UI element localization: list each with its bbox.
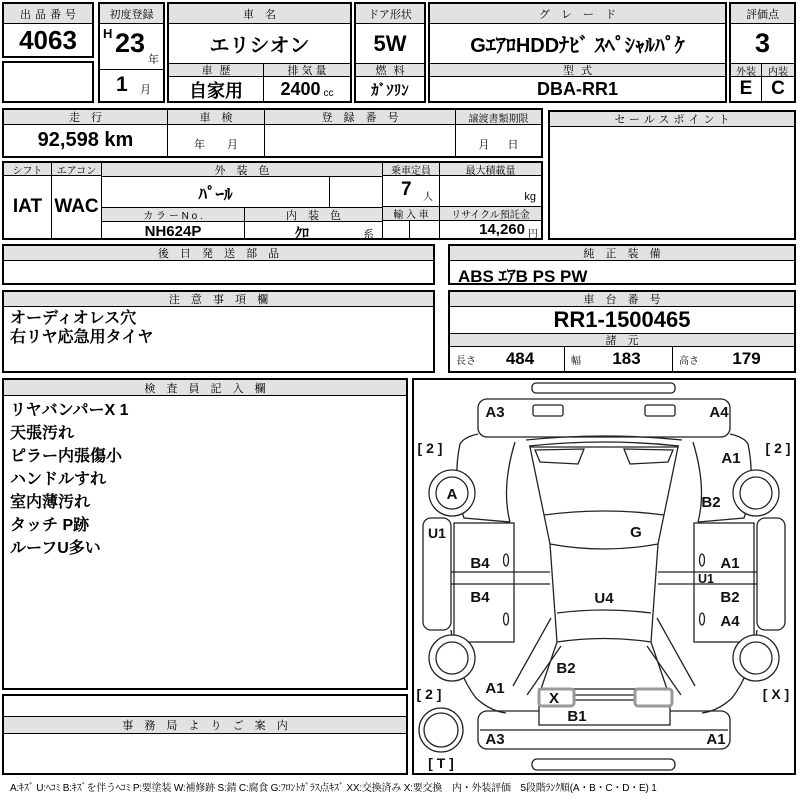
month-unit: 月 <box>140 84 151 96</box>
shaken-value <box>168 125 264 156</box>
mileage-value: 92,598 km <box>37 129 134 151</box>
inspector-note-line: ハンドルすれ <box>10 471 107 488</box>
rear-license-strip <box>532 759 675 770</box>
recycle-header: リサイクル預託金 <box>440 207 541 220</box>
interior-grade: C <box>771 77 785 99</box>
office-notice-header: 事 務 局 よ り ご 案 内 <box>4 716 406 734</box>
marker-spare-tire: [ T ] <box>428 755 454 771</box>
cowl-arc-2 <box>529 442 679 446</box>
car-name-value: エリシオン <box>209 35 310 57</box>
sales-point-box <box>548 110 796 240</box>
first-registration-month: 1 <box>116 73 128 96</box>
model-code-value: DBA-RR1 <box>537 79 618 99</box>
wiper-right <box>624 449 673 464</box>
shaken-header: 車 検 <box>168 110 264 125</box>
recycle-cell <box>440 220 541 238</box>
front-bumper-detail-right <box>645 405 675 416</box>
score-box <box>729 2 796 103</box>
interior-color-suffix: 系 <box>363 229 374 241</box>
color-region <box>102 163 382 241</box>
displacement-unit: cc <box>323 88 334 99</box>
max-load-col <box>439 163 541 238</box>
history-value: 自家用 <box>189 80 243 101</box>
damage-label-right-front-door: A1 <box>720 555 740 572</box>
shaken-col <box>168 110 265 156</box>
inspector-notes-box <box>2 378 408 690</box>
lot-number-header: 出品番号 <box>4 4 92 24</box>
chassis-header: 車 台 番 号 <box>450 292 794 307</box>
capacity-header: 乗車定員 <box>383 163 439 176</box>
colorno-intcolor-values <box>102 221 382 240</box>
front-bumper-detail-left <box>533 405 563 416</box>
registration-number-col <box>265 110 456 156</box>
a-pillar-left <box>506 442 515 522</box>
marker-front-right-corner: [ 2 ] <box>765 440 791 456</box>
history-header: 車 歴 <box>169 63 263 77</box>
model-code-header: 型 式 <box>430 63 725 77</box>
damage-label-right-fender: A1 <box>721 450 741 467</box>
exterior-col <box>731 63 762 101</box>
displacement-value <box>264 77 350 102</box>
height-cell <box>673 347 794 371</box>
damage-label-left-quarter: A1 <box>485 680 505 697</box>
damage-label-right-belt: U1 <box>698 572 714 586</box>
marker-rear-right-corner: [ X ] <box>762 686 790 702</box>
first-registration-year: 23 <box>115 28 146 58</box>
transfer-docs-value <box>456 125 541 156</box>
rear-left-wheel-inner <box>436 642 468 674</box>
inspector-note-line: リヤバンパーX 1 <box>10 402 129 419</box>
shift-header: シフト <box>4 163 51 176</box>
recycle-value: 14,260 <box>479 221 525 238</box>
factory-equipment-box <box>448 244 796 285</box>
score-header: 評価点 <box>731 4 794 24</box>
max-load-cell <box>440 176 541 207</box>
registration-number-value <box>265 125 455 156</box>
damage-label-right-quarter: A4 <box>720 613 740 630</box>
history-col <box>169 63 264 103</box>
damage-diagram-box <box>412 378 796 775</box>
damage-label-windshield: G <box>630 524 642 541</box>
damage-label-roof: U4 <box>594 590 614 607</box>
aircon-value: WAC <box>54 196 99 217</box>
docs-month-label: 月 <box>478 139 490 151</box>
caution-notes-header: 注 意 事 項 欄 <box>4 292 433 307</box>
shift-col <box>4 163 52 238</box>
interior-col <box>762 63 794 101</box>
aircon-col <box>52 163 102 238</box>
rear-right-wheel-inner <box>740 642 772 674</box>
color-no-value: NH624P <box>102 222 245 240</box>
mileage-row-box <box>2 108 543 158</box>
car-name-box <box>167 2 352 103</box>
damage-label-left-rocker: U1 <box>428 525 446 541</box>
inspector-note-line: タッチ P跡 <box>10 517 90 534</box>
damage-label-right-rear-door: B2 <box>720 589 740 606</box>
exterior-color-row <box>102 176 382 208</box>
mileage-header: 走 行 <box>4 110 167 125</box>
door-shape-header: ドア形状 <box>356 4 424 24</box>
color-no-header: カ ラ ー N o . <box>102 208 245 221</box>
mileage-col <box>4 110 168 156</box>
inspector-note-line: ピラー内張傷小 <box>10 448 123 465</box>
damage-label-left-rear-door: B4 <box>470 589 490 606</box>
interior-color-cell <box>245 222 382 240</box>
car-name-header: 車 名 <box>169 4 350 24</box>
damage-code-legend: A:ｷｽﾞ U:ﾍｺﾐ B:ｷｽﾞを伴うﾍｺﾐ P:要塗装 W:補修跡 S:錆 C:腐食 G:ﾌﾛﾝﾄｶﾞﾗｽ点ｷｽﾞ XX:交換済み X:要交換 内・外装評価 5段階ﾗﾝｸ順(A・B・C・D・E) 1 <box>10 783 657 794</box>
caution-notes-content <box>4 307 433 347</box>
lot-number-empty-cell <box>2 61 94 103</box>
exterior-color-value: ﾊﾟｰﾙ <box>102 177 330 207</box>
front-license-strip <box>532 383 675 393</box>
transfer-docs-header: 譲渡書類期限 <box>456 110 541 125</box>
grade-header: グ レ ー ド <box>430 4 725 24</box>
exterior-color-header: 外 装 色 <box>102 163 382 176</box>
lot-number-value: 4063 <box>19 24 77 55</box>
roof-edge-right <box>651 544 658 642</box>
factory-equipment-value: ABS ｴｱB PS PW <box>458 267 588 286</box>
windshield-bottom-arc <box>544 511 664 515</box>
interior-color-value: ｸﾛ <box>295 225 309 241</box>
displacement-col <box>264 63 350 103</box>
fuel-header: 燃 料 <box>356 63 424 77</box>
inspector-notes-header: 検 査 員 記 入 欄 <box>4 380 406 396</box>
interior-color-header: 内 装 色 <box>245 208 382 221</box>
color-spec-box <box>2 161 543 240</box>
tail-light-right <box>635 689 672 706</box>
import-cell-left <box>383 221 410 238</box>
front-bumper <box>478 399 730 437</box>
exterior-grade: E <box>739 77 753 99</box>
damage-label-rear-gate: B1 <box>567 708 587 725</box>
inspector-note-line: ルーフU多い <box>10 540 101 557</box>
damage-label-rear-bumper-left: A3 <box>485 731 505 748</box>
width-cell <box>565 347 673 371</box>
score-value: 3 <box>754 28 771 58</box>
door-shape-value: 5W <box>373 30 407 56</box>
dimensions-row <box>450 347 794 371</box>
length-label: 長さ <box>456 355 476 367</box>
registration-number-header: 登 録 番 号 <box>265 110 455 125</box>
spec-header: 諸 元 <box>450 333 794 347</box>
era-letter: H <box>103 26 113 41</box>
width-label: 幅 <box>571 355 581 367</box>
first-registration-month-cell <box>100 70 163 101</box>
height-value: 179 <box>732 349 761 368</box>
rear-window-side-left <box>541 642 557 689</box>
car-body-outline <box>423 383 785 770</box>
capacity-value: 7 <box>401 179 412 200</box>
a-pillar-right <box>693 442 702 522</box>
lot-number-box <box>2 2 94 58</box>
displacement-number: 2400 <box>280 79 321 99</box>
inspector-notes-content <box>4 396 406 560</box>
capacity-value-cell <box>383 176 439 207</box>
import-cells <box>383 220 439 238</box>
height-label: 高さ <box>679 355 699 367</box>
front-right-wheel-inner <box>740 477 772 509</box>
year-unit: 年 <box>148 54 159 66</box>
chassis-box <box>448 290 796 373</box>
first-registration-year-cell <box>100 24 163 70</box>
grade-box <box>428 2 727 103</box>
grade-value: GｴｱﾛHDDﾅﾋﾞ ｽﾍﾟｼｬﾙﾊﾟｹ <box>470 35 685 57</box>
damage-label-front-left-wheel: A <box>446 486 458 503</box>
interior-header: 内装 <box>762 63 794 77</box>
ext-int-grades <box>731 63 794 101</box>
first-registration-header: 初度登録 <box>100 4 163 24</box>
damage-label-left-front-door: B4 <box>470 555 490 572</box>
damage-label-rear-glass: B2 <box>556 660 576 677</box>
shaken-year-label: 年 <box>194 139 205 151</box>
import-cell-right <box>410 221 439 238</box>
factory-equipment-header: 純 正 装 備 <box>450 246 794 261</box>
history-displacement-row <box>169 63 350 103</box>
damage-label-rear-bumper-right: A1 <box>706 731 726 748</box>
length-cell <box>450 347 565 371</box>
marker-front-left-corner: [ 2 ] <box>417 440 443 456</box>
rear-window-side-right <box>651 642 667 689</box>
marker-rear-left-corner: [ 2 ] <box>416 686 442 702</box>
chassis-value: RR1-1500465 <box>553 307 691 332</box>
import-header: 輸 入 車 <box>383 207 439 220</box>
caution-note-line: 右リヤ応急用タイヤ <box>10 329 154 346</box>
recycle-unit: 円 <box>528 229 538 240</box>
roof-rear-arc <box>557 610 651 613</box>
first-registration-box <box>98 2 165 103</box>
later-shipped-parts-header: 後 日 発 送 部 品 <box>4 246 433 261</box>
door-handle <box>504 613 509 625</box>
damage-label-tail-light-left: X <box>548 690 560 707</box>
shaken-month-label: 月 <box>227 139 238 151</box>
damage-label-front-bumper-right: A4 <box>709 404 729 421</box>
capacity-col <box>382 163 439 238</box>
aircon-header: エアコン <box>52 163 101 176</box>
capacity-unit: 人 <box>423 192 433 203</box>
belt-line-left <box>451 572 550 584</box>
door-handle <box>504 554 509 566</box>
office-notice-box <box>2 694 408 775</box>
inspector-note-line: 天張汚れ <box>10 425 75 442</box>
rear-window-top-arc <box>557 639 651 643</box>
inspector-note-line: 室内薄汚れ <box>10 494 91 511</box>
docs-day-label: 日 <box>507 139 519 151</box>
sales-point-header: セールスポイント <box>550 112 794 127</box>
transfer-docs-col <box>456 110 541 156</box>
displacement-header: 排 気 量 <box>264 63 350 77</box>
car-damage-diagram <box>414 380 794 773</box>
spare-tire-inner <box>424 713 458 747</box>
door-shape-box <box>354 2 426 103</box>
damage-label-right-fender-lower: B2 <box>701 494 721 511</box>
max-load-header: 最大積載量 <box>440 163 541 176</box>
length-value: 484 <box>505 349 535 368</box>
width-value: 183 <box>612 349 641 368</box>
door-handle <box>700 554 705 566</box>
colorno-intcolor-headers <box>102 208 382 221</box>
rocker-panel-right <box>757 518 785 630</box>
wiper-left <box>535 449 584 464</box>
shift-value: IAT <box>12 196 43 217</box>
later-shipped-parts-box <box>2 244 435 285</box>
caution-notes-box <box>2 290 435 373</box>
exterior-color-empty-cell <box>330 177 382 207</box>
roof-edge-left <box>550 544 557 642</box>
fuel-value: ｶﾞｿﾘﾝ <box>371 82 409 99</box>
damage-label-front-bumper-left: A3 <box>485 404 505 421</box>
office-notice-top-strip <box>4 696 406 716</box>
exterior-header: 外装 <box>731 63 761 77</box>
max-load-unit: kg <box>524 191 536 203</box>
caution-note-line: オーディオレス穴 <box>10 310 137 327</box>
door-handle <box>700 613 705 625</box>
